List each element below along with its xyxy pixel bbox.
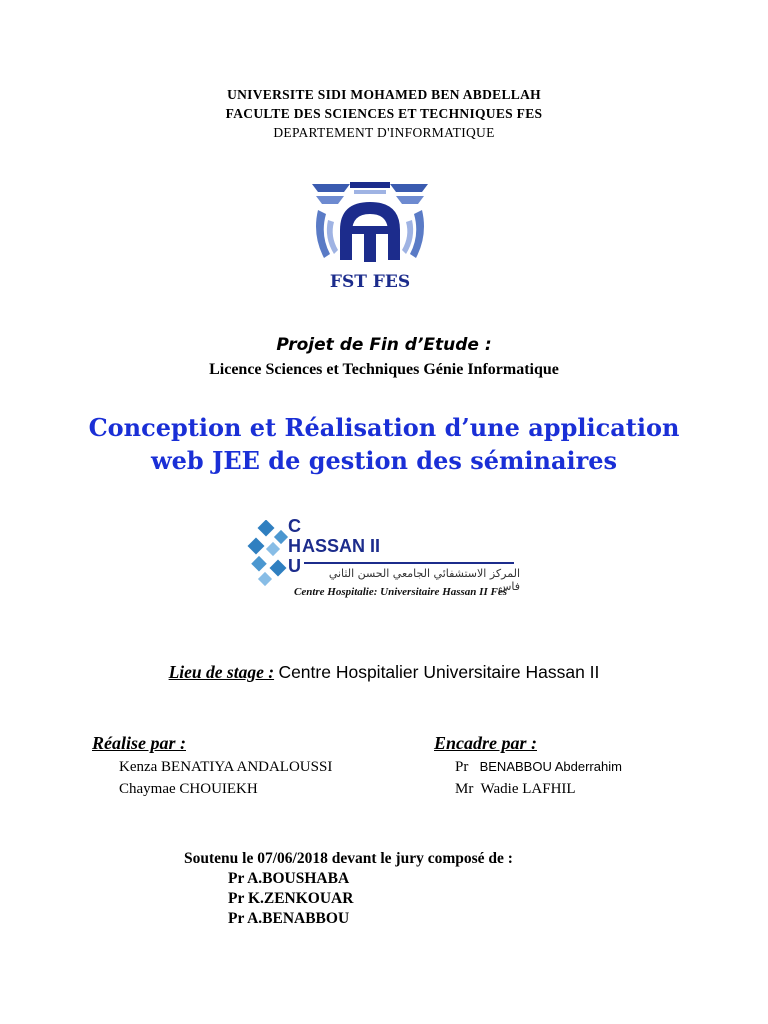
encadre-par-label: Encadre par :: [434, 733, 537, 753]
student-name: Chaymae CHOUIEKH: [119, 781, 258, 797]
chu-hassan-ii-logo: [246, 516, 526, 610]
internship-location: [0, 662, 768, 683]
jury-member: Pr A.BENABBOU: [228, 910, 350, 927]
faculty-name: FACULTE DES SCIENCES ET TECHNIQUES FES: [225, 106, 543, 121]
chu-hassan-ii-text: ASSAN II: [302, 536, 381, 556]
chu-arabic-name: المركز الاستشفائي الجامعي الحسن الثاني فاس: [328, 567, 520, 593]
internship-label: Lieu de stage :: [168, 662, 275, 682]
chu-letters: [288, 516, 302, 576]
defense-intro: Soutenu le 07/06/2018 devant le jury composé de :: [184, 850, 513, 867]
supervisor-1-name: BENABBOU Abderrahim: [479, 759, 622, 774]
jury-member: Pr A.BOUSHABA: [228, 870, 350, 887]
chu-caption: Centre Hospitalie: Universitaire Hassan II Fès: [294, 586, 507, 598]
realise-par-label: Réalise par :: [92, 733, 186, 753]
chu-letter-h: H: [288, 536, 301, 556]
supervisor-1-prefix: Pr: [455, 759, 469, 775]
chu-letter-u: U: [288, 556, 301, 576]
student-name: Kenza BENATIYA ANDALOUSSI: [119, 759, 333, 775]
fst-fes-logo: [310, 180, 430, 296]
university-name: UNIVERSITE SIDI MOHAMED BEN ABDELLAH: [227, 87, 541, 102]
internship-value: Centre Hospitalier Universitaire Hassan II: [278, 662, 600, 682]
project-title-line1: Conception et Réalisation d’une application: [88, 413, 680, 442]
chu-letter-c: C: [288, 516, 301, 536]
jury-member: Pr K.ZENKOUAR: [228, 890, 354, 907]
project-label: Projet de Fin d’Etude :: [276, 335, 492, 355]
chu-logo-rule: [304, 562, 514, 564]
chu-logo-icon: [246, 520, 294, 590]
project-title-line2: web JEE de gestion des séminaires: [150, 446, 618, 475]
fst-fes-logo-text: FST FES: [329, 272, 411, 292]
supervisor-1: [455, 759, 622, 776]
licence-name: Licence Sciences et Techniques Génie Informatique: [209, 361, 559, 378]
department-name: DEPARTEMENT D'INFORMATIQUE: [273, 125, 495, 140]
supervisor-2: Mr Wadie LAFHIL: [455, 781, 576, 797]
